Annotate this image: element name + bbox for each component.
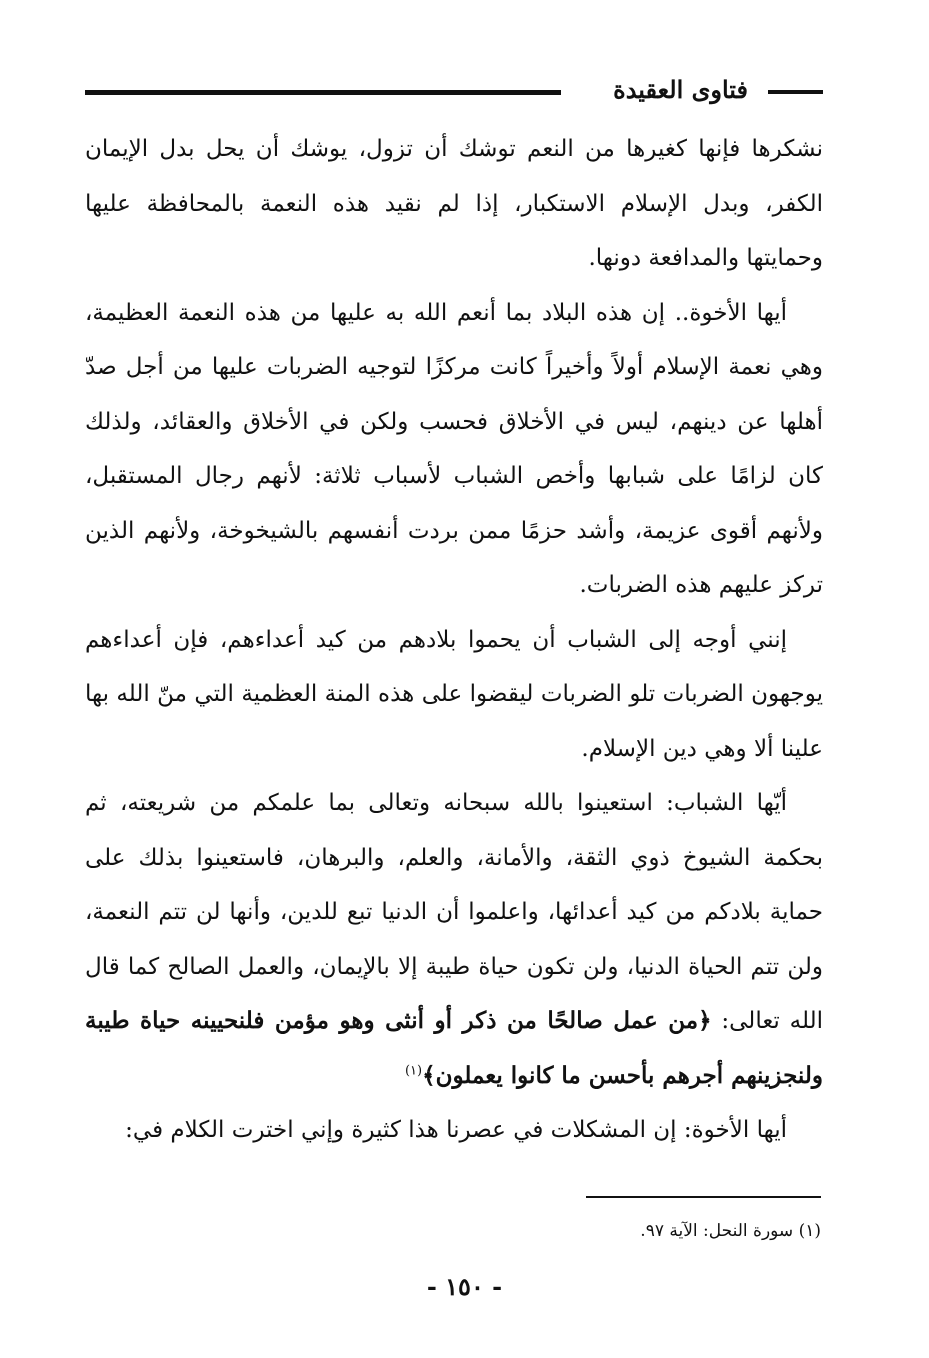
header-rule-short bbox=[768, 90, 823, 94]
footnote: (١) سورة النحل: الآية ٩٧. bbox=[640, 1221, 821, 1241]
paragraph-3: إنني أوجه إلى الشباب أن يحموا بلادهم من كيد أعداءهم، فإن أعداءهم يوجهون الضربات تلو الضربات ليقضوا على هذه المنة العظمية التي منّ الله بها علينا ألا وهي دين الإسلام. bbox=[85, 626, 823, 762]
main-text bbox=[85, 122, 823, 1158]
quran-quote: ﴿من عمل صالحًا من ذكر أو أنثى وهو مؤمن فلنحيينه حياة طيبة ولنجزينهم أجرهم بأحسن ما كانوا يعملون﴾ bbox=[85, 1007, 823, 1089]
paragraph-1: نشكرها فإنها كغيرها من النعم توشك أن تزول، يوشك أن يحل بدل الإيمان الكفر، وبدل الإسلام الاستكبار، إذا لم نقيد هذه النعمة بالمحافظة عليها وحمايتها والمدافعة دونها. bbox=[85, 136, 823, 271]
page-number: - ١٥٠ - bbox=[426, 1272, 503, 1301]
paragraph-2: أيها الأخوة.. إن هذه البلاد بما أنعم الله به عليها من هذه النعمة العظيمة، وهي نعمة الإسلام أولاً وأخيراً كانت مركزًا لتوجيه الضربات عليها من أجل صدّ أهلها عن دينهم، ليس في الأخلاق فحسب ولكن في الأخلاق والعقائد، ولذلك كان لزامًا على شبابها وأخص الشباب لأسباب ثلاثة: لأنهم رجال المستقبل، ولأنهم أقوى عزيمة، وأشد حزمًا ممن بردت أنفسهم بالشيخوخة، ولأنهم الذين تركز عليهم هذه الضربات. bbox=[85, 299, 823, 598]
paragraph-4 bbox=[85, 776, 823, 1103]
paragraph-5: أيها الأخوة: إن المشكلات في عصرنا هذا كثيرة وإني اخترت الكلام في: bbox=[125, 1117, 787, 1143]
footnote-marker: (١) bbox=[404, 1062, 423, 1078]
footnote-rule bbox=[586, 1196, 821, 1198]
header-rule-long bbox=[85, 90, 561, 95]
running-header bbox=[85, 72, 823, 112]
header-title: فتاوى العقيدة bbox=[613, 75, 748, 104]
paragraph-4-text: أيّها الشباب: استعينوا بالله سبحانه وتعالى بما علمكم من شريعته، ثم بحكمة الشيوخ ذوي الثقة، والأمانة، والعلم، والبرهان، فاستعينوا بذلك على حماية بلادكم من كيد أعدائها، واعلموا أن الدنيا تبع للدين، وأنها لن تتم النعمة، ولن تتم الحياة الدنيا، ولن تكون حياة طيبة إلا بالإيمان، والعمل الصالح كما قال الله تعالى: bbox=[85, 790, 824, 1034]
